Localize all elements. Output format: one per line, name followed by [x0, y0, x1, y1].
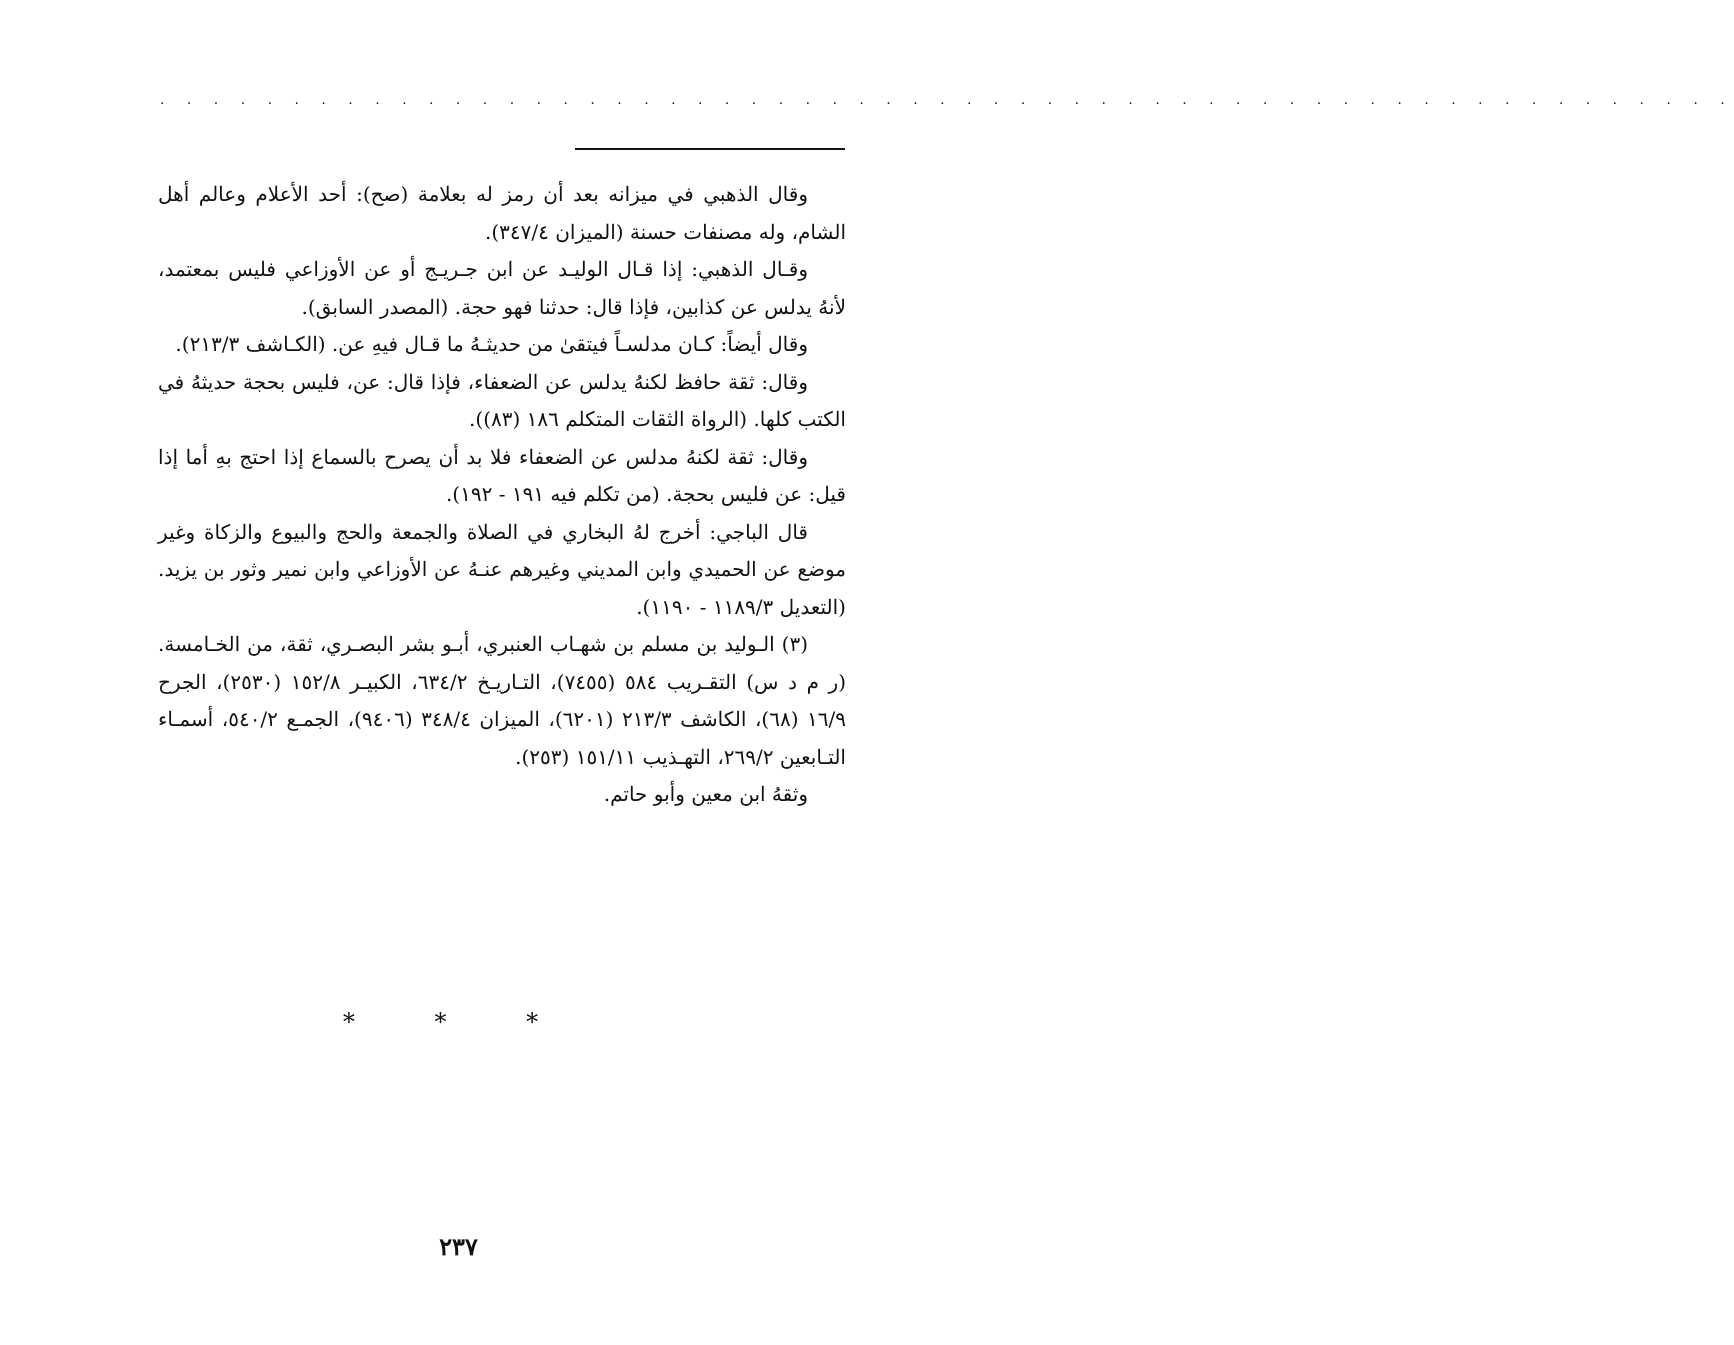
paragraph-tawthiq: وثقهُ ابن معين وأبو حاتم.	[603, 782, 808, 806]
paragraph-baji: قال الباجي: أخرج لهُ البخاري في الصلاة والجمعة والحج والبيوع والزكاة وغير موضع عن الحميدي وابن المديني وغيرهم عنـهُ عن الأوزاعي وابن نمير وثور بن يزيد. (التعديل ١١٨٩/٣ - ١١٩٠).	[158, 519, 846, 619]
paragraph-dhahabi-mizan: وقال الذهبي في ميزانه بعد أن رمز له بعلامة (صح): أحد الأعلام وعالم أهل الشام، وله مصنفات حسنة (الميزان ٣٤٧/٤).	[158, 182, 846, 244]
footnote-separator-rule	[575, 148, 845, 150]
paragraph-dhahabi-tadlis: وقـال الذهبي: إذا قـال الوليـد عن ابن جـريـج أو عن الأوزاعي فليس بمعتمد، لأنهُ يدلس عن كذابين، فإذا قال: حدثنا فهو حجة. (المصدر السابق).	[158, 257, 846, 319]
body-text	[158, 176, 846, 814]
paragraph-man-tukullima: وقال: ثقة لكنهُ مدلس عن الضعفاء فلا بد أن يصرح بالسماع إذا احتج بهِ أما إذا قيل: عن فليس بحجة. (من تكلم فيه ١٩١ - ١٩٢).	[158, 444, 846, 506]
footnote-3: (٣) الـوليد بن مسلم بن شهـاب العنبري، أبـو بشر البصـري، ثقة، من الخـامسة. (ر م د س) التقـريب ٥٨٤ (٧٤٥٥)، التـاريـخ ٦٣٤/٢، الكبيـر ١٥٢/٨ (٢٥٣٠)، الجرح ١٦/٩ (٦٨)، الكاشف ٢١٣/٣ (٦٢٠١)، الميزان ٣٤٨/٤ (٩٤٠٦)، الجمـع ٥٤٠/٢، أسمـاء التـابعين ٢٦٩/٢، التهـذيب ١٥١/١١ (٢٥٣).	[158, 632, 847, 769]
page-number: ٢٣٧	[439, 1232, 478, 1261]
section-separator-stars: * * *	[342, 1008, 575, 1036]
dotted-leader: . . . . . . . . . . . . . . . . . . . . . . . . . . . . . . . . . . . . . . . . . . . . . . . . . . . . . . . . . . .	[160, 92, 1734, 108]
paragraph-ruwat-thiqat: وقال: ثقة حافظ لكنهُ يدلس عن الضعفاء، فإذا قال: عن، فليس بحجة حديثهُ في الكتب كلها. (الرواة الثقات المتكلم ١٨٦ (٨٣)).	[158, 369, 846, 431]
paragraph-kashif: وقال أيضاً: كـان مدلسـاً فيتقىٰ من حديثـهُ ما قـال فيهِ عن. (الكـاشف ٢١٣/٣).	[175, 332, 808, 356]
